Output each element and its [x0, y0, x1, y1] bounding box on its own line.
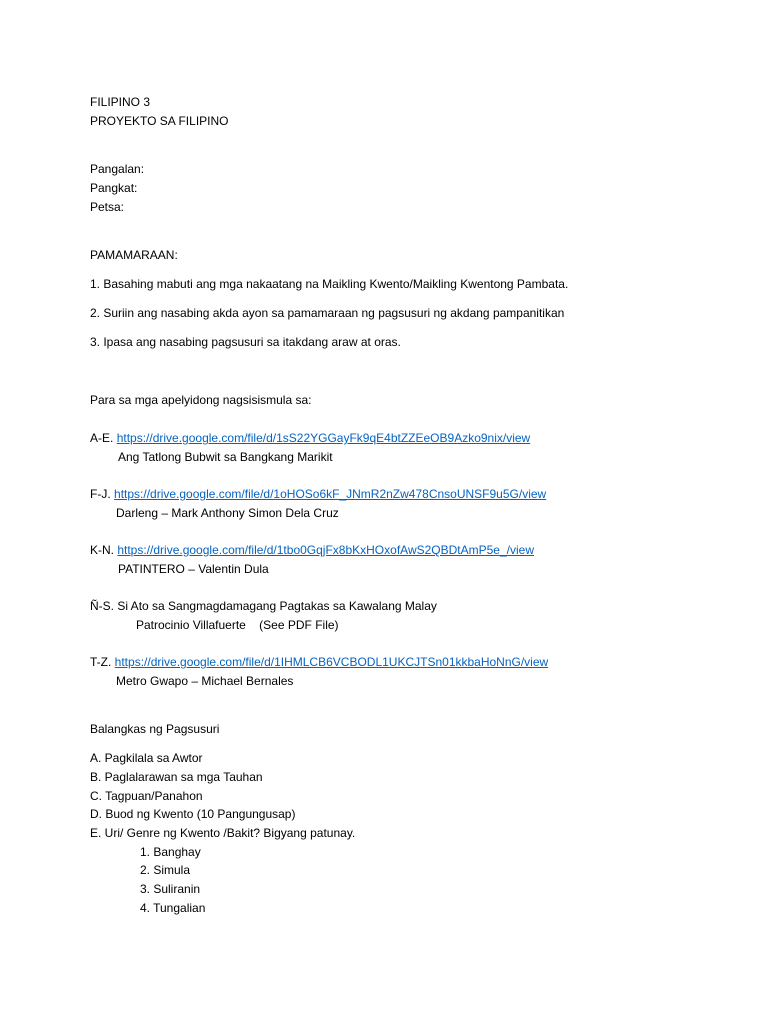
procedure-step: 2. Suriin ang nasabing akda ayon sa pamamaraan ng pagsusuri ng akdang pampanitikan: [90, 306, 565, 320]
outline-subitem: 2. Simula: [140, 863, 191, 877]
outline-item: B. Paglalarawan sa mga Tauhan: [90, 770, 263, 784]
outline-subitem: 1. Banghay: [140, 845, 201, 859]
range-label: T-Z.: [90, 655, 112, 669]
subject-heading: FILIPINO 3: [90, 95, 151, 109]
date-field-label: Petsa:: [90, 200, 125, 214]
story-link[interactable]: https://drive.google.com/file/d/1sS22YGGayFk9qE4btZZEeOB9Azko9nix/view: [116, 431, 531, 445]
story-link[interactable]: https://drive.google.com/file/d/1IHMLCB6VCBODL1UKCJTSn01kkbaHoNnG/view: [114, 655, 549, 669]
name-field-label: Pangalan:: [90, 162, 145, 176]
range-label: A-E.: [90, 431, 114, 445]
story-link[interactable]: https://drive.google.com/file/d/1tbo0GqjFx8bKxHOxofAwS2QBDtAmP5e_/view: [117, 543, 534, 557]
story-title: Metro Gwapo – Michael Bernales: [116, 674, 294, 688]
project-heading: PROYEKTO SA FILIPINO: [90, 114, 229, 128]
assignment-group-kn: [90, 542, 534, 558]
outline-item: E. Uri/ Genre ng Kwento /Bakit? Bigyang patunay.: [90, 826, 356, 840]
range-label: Ñ-S.: [90, 599, 114, 613]
procedure-step: 1. Basahing mabuti ang mga nakaatang na Maikling Kwento/Maikling Kwentong Pambata.: [90, 277, 569, 291]
story-link[interactable]: https://drive.google.com/file/d/1oHOSo6kF_JNmR2nZw478CnsoUNSF9u5G/view: [114, 487, 547, 501]
assignment-intro: Para sa mga apelyidong nagsisismula sa:: [90, 393, 312, 407]
assignment-group-ns: [90, 598, 437, 614]
assignment-group-ae: [90, 430, 530, 446]
group-field-label: Pangkat:: [90, 181, 138, 195]
assignment-group-tz: [90, 654, 548, 670]
story-author: Patrocinio Villafuerte (See PDF File): [136, 618, 339, 632]
outline-subitem: 4. Tungalian: [140, 901, 206, 915]
outline-subitem: 3. Suliranin: [140, 882, 201, 896]
outline-item: C. Tagpuan/Panahon: [90, 789, 203, 803]
story-name: Si Ato sa Sangmagdamagang Pagtakas sa Kawalang Malay: [117, 599, 437, 613]
story-title: PATINTERO – Valentin Dula: [118, 562, 269, 576]
outline-item: A. Pagkilala sa Awtor: [90, 751, 203, 765]
procedure-step: 3. Ipasa ang nasabing pagsusuri sa itakdang araw at oras.: [90, 335, 401, 349]
procedure-title: PAMAMARAAN:: [90, 248, 178, 262]
outline-title: Balangkas ng Pagsusuri: [90, 722, 220, 736]
story-title: Ang Tatlong Bubwit sa Bangkang Marikit: [118, 450, 333, 464]
range-label: K-N.: [90, 543, 114, 557]
story-title: Darleng – Mark Anthony Simon Dela Cruz: [116, 506, 339, 520]
range-label: F-J.: [90, 487, 111, 501]
outline-item: D. Buod ng Kwento (10 Pangungusap): [90, 807, 296, 821]
assignment-group-fj: [90, 486, 546, 502]
